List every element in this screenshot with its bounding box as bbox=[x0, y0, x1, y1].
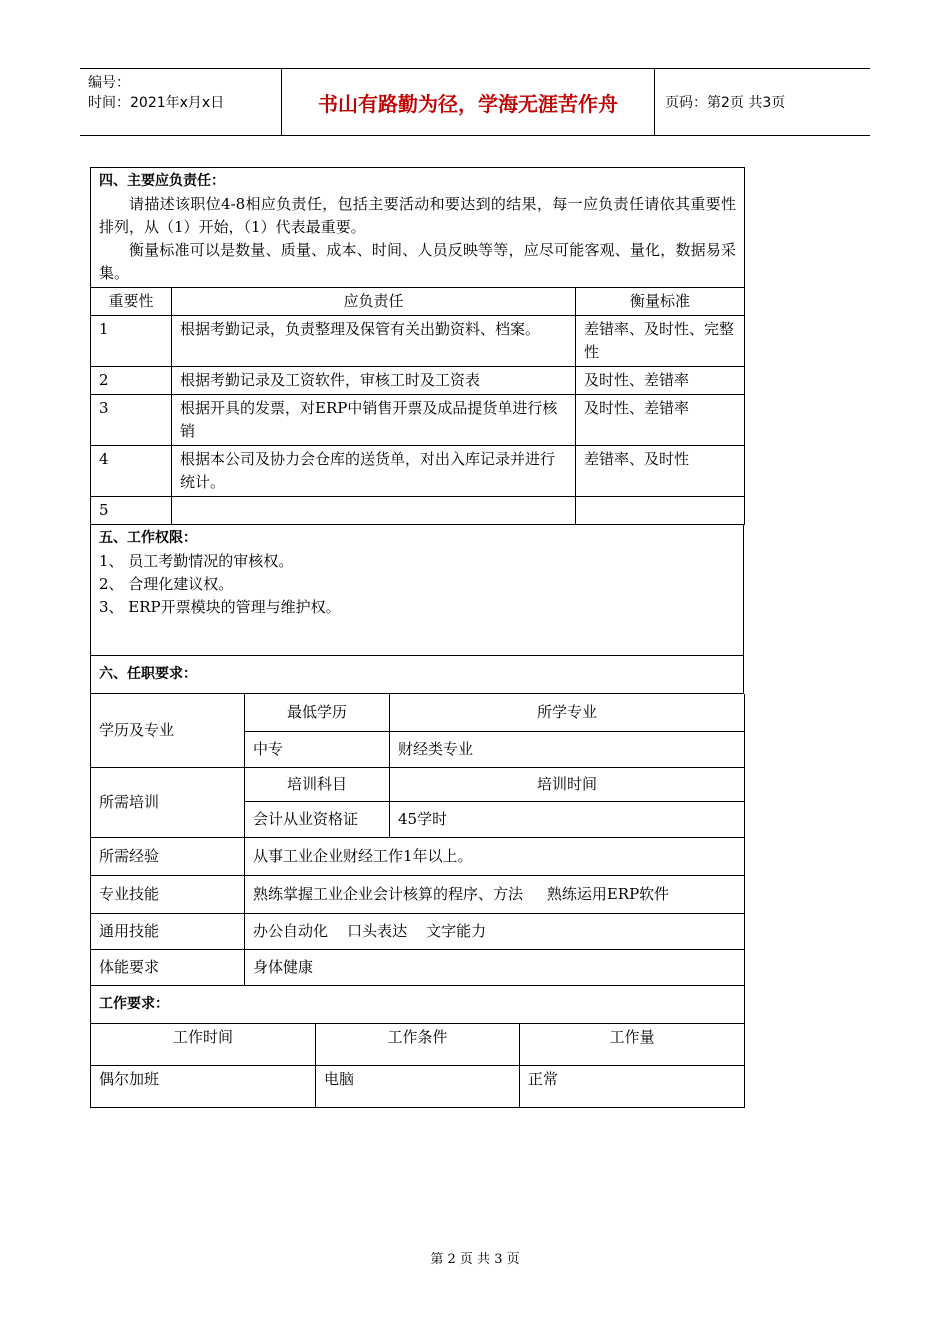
edu-label: 学历及专业 bbox=[91, 694, 245, 768]
responsibility-table bbox=[90, 167, 745, 525]
col-header-measure: 衡量标准 bbox=[576, 288, 745, 316]
table-row bbox=[91, 446, 745, 497]
work-table bbox=[90, 1024, 745, 1108]
header-page-label: 页码：第2页 共3页 bbox=[665, 95, 786, 111]
physical-label: 体能要求 bbox=[91, 950, 245, 986]
measure-cell: 及时性、差错率 bbox=[576, 395, 745, 446]
col-header-duty: 应负责任 bbox=[172, 288, 576, 316]
measure-cell: 差错率、及时性 bbox=[576, 446, 745, 497]
rank-cell: 1 bbox=[91, 316, 172, 367]
job-description-form bbox=[90, 167, 744, 1108]
rank-cell: 4 bbox=[91, 446, 172, 497]
train-header-time: 培训时间 bbox=[390, 768, 745, 802]
duty-cell: 根据开具的发票，对ERP中销售开票及成品提货单进行核销 bbox=[172, 395, 576, 446]
physical-value: 身体健康 bbox=[245, 950, 745, 986]
page-header bbox=[80, 68, 870, 136]
rank-cell: 3 bbox=[91, 395, 172, 446]
authority-item: 3、 ERP开票模块的管理与维护权。 bbox=[99, 598, 341, 616]
train-value-time: 45学时 bbox=[390, 802, 745, 838]
header-meta bbox=[80, 69, 282, 135]
number-label: 编号： bbox=[88, 75, 130, 91]
edu-value-min: 中专 bbox=[245, 732, 390, 768]
edu-header-major: 所学专业 bbox=[390, 694, 745, 732]
duty-cell bbox=[172, 497, 576, 525]
table-row bbox=[91, 316, 745, 367]
work-header-condition: 工作条件 bbox=[316, 1024, 520, 1065]
skill-label: 专业技能 bbox=[91, 876, 245, 914]
section4-para2: 衡量标准可以是数量、质量、成本、时间、人员反映等等，应尽可能客观、量化，数据易采集。 bbox=[99, 241, 737, 282]
section4-para1: 请描述该职位4-8相应负责任，包括主要活动和要达到的结果，每一应负责任请依其重要性排列，从（1）开始，（1）代表最重要。 bbox=[99, 195, 737, 236]
time-label: 时间：2021年x月x日 bbox=[88, 95, 225, 111]
work-value-condition: 电脑 bbox=[316, 1065, 520, 1107]
work-header-load: 工作量 bbox=[520, 1024, 745, 1065]
col-header-rank: 重要性 bbox=[91, 288, 172, 316]
edu-value-major: 财经类专业 bbox=[390, 732, 745, 768]
edu-header-min: 最低学历 bbox=[245, 694, 390, 732]
work-header-time: 工作时间 bbox=[91, 1024, 316, 1065]
authority-item: 1、 员工考勤情况的审核权。 bbox=[99, 552, 294, 570]
exp-value: 从事工业企业财经工作1年以上。 bbox=[245, 838, 745, 876]
general-skill-label: 通用技能 bbox=[91, 914, 245, 950]
authority-item: 2、 合理化建议权。 bbox=[99, 575, 234, 593]
section5-block bbox=[91, 525, 744, 655]
measure-cell bbox=[576, 497, 745, 525]
rank-cell: 5 bbox=[91, 497, 172, 525]
page-footer: 第 2 页 共 3 页 bbox=[430, 1252, 520, 1267]
skill-value: 熟练掌握工业企业会计核算的程序、方法 熟练运用ERP软件 bbox=[245, 876, 745, 914]
duty-cell: 根据考勤记录，负责整理及保管有关出勤资料、档案。 bbox=[172, 316, 576, 367]
table-row bbox=[91, 395, 745, 446]
general-skill-value: 办公自动化 口头表达 文字能力 bbox=[245, 914, 745, 950]
train-header-subject: 培训科目 bbox=[245, 768, 390, 802]
train-label: 所需培训 bbox=[91, 768, 245, 838]
duty-cell: 根据考勤记录及工资软件，审核工时及工资表 bbox=[172, 367, 576, 395]
section5-title: 五、工作权限： bbox=[99, 530, 197, 546]
table-row bbox=[91, 367, 745, 395]
header-motto: 书山有路勤为径，学海无涯苦作舟 bbox=[282, 69, 655, 135]
rank-cell: 2 bbox=[91, 367, 172, 395]
duty-cell: 根据本公司及协力会仓库的送货单，对出入库记录并进行统计。 bbox=[172, 446, 576, 497]
measure-cell: 差错率、及时性、完整性 bbox=[576, 316, 745, 367]
authority-table bbox=[90, 525, 744, 694]
section4-title: 四、主要应负责任： bbox=[99, 173, 225, 189]
requirements-table bbox=[90, 694, 745, 1025]
work-value-load: 正常 bbox=[520, 1065, 745, 1107]
work-title: 工作要求： bbox=[91, 986, 745, 1024]
table-row bbox=[91, 497, 745, 525]
section4-block bbox=[91, 168, 745, 288]
exp-label: 所需经验 bbox=[91, 838, 245, 876]
train-value-subject: 会计从业资格证 bbox=[245, 802, 390, 838]
section6-title: 六、任职要求： bbox=[91, 655, 744, 693]
measure-cell: 及时性、差错率 bbox=[576, 367, 745, 395]
work-value-time: 偶尔加班 bbox=[91, 1065, 316, 1107]
